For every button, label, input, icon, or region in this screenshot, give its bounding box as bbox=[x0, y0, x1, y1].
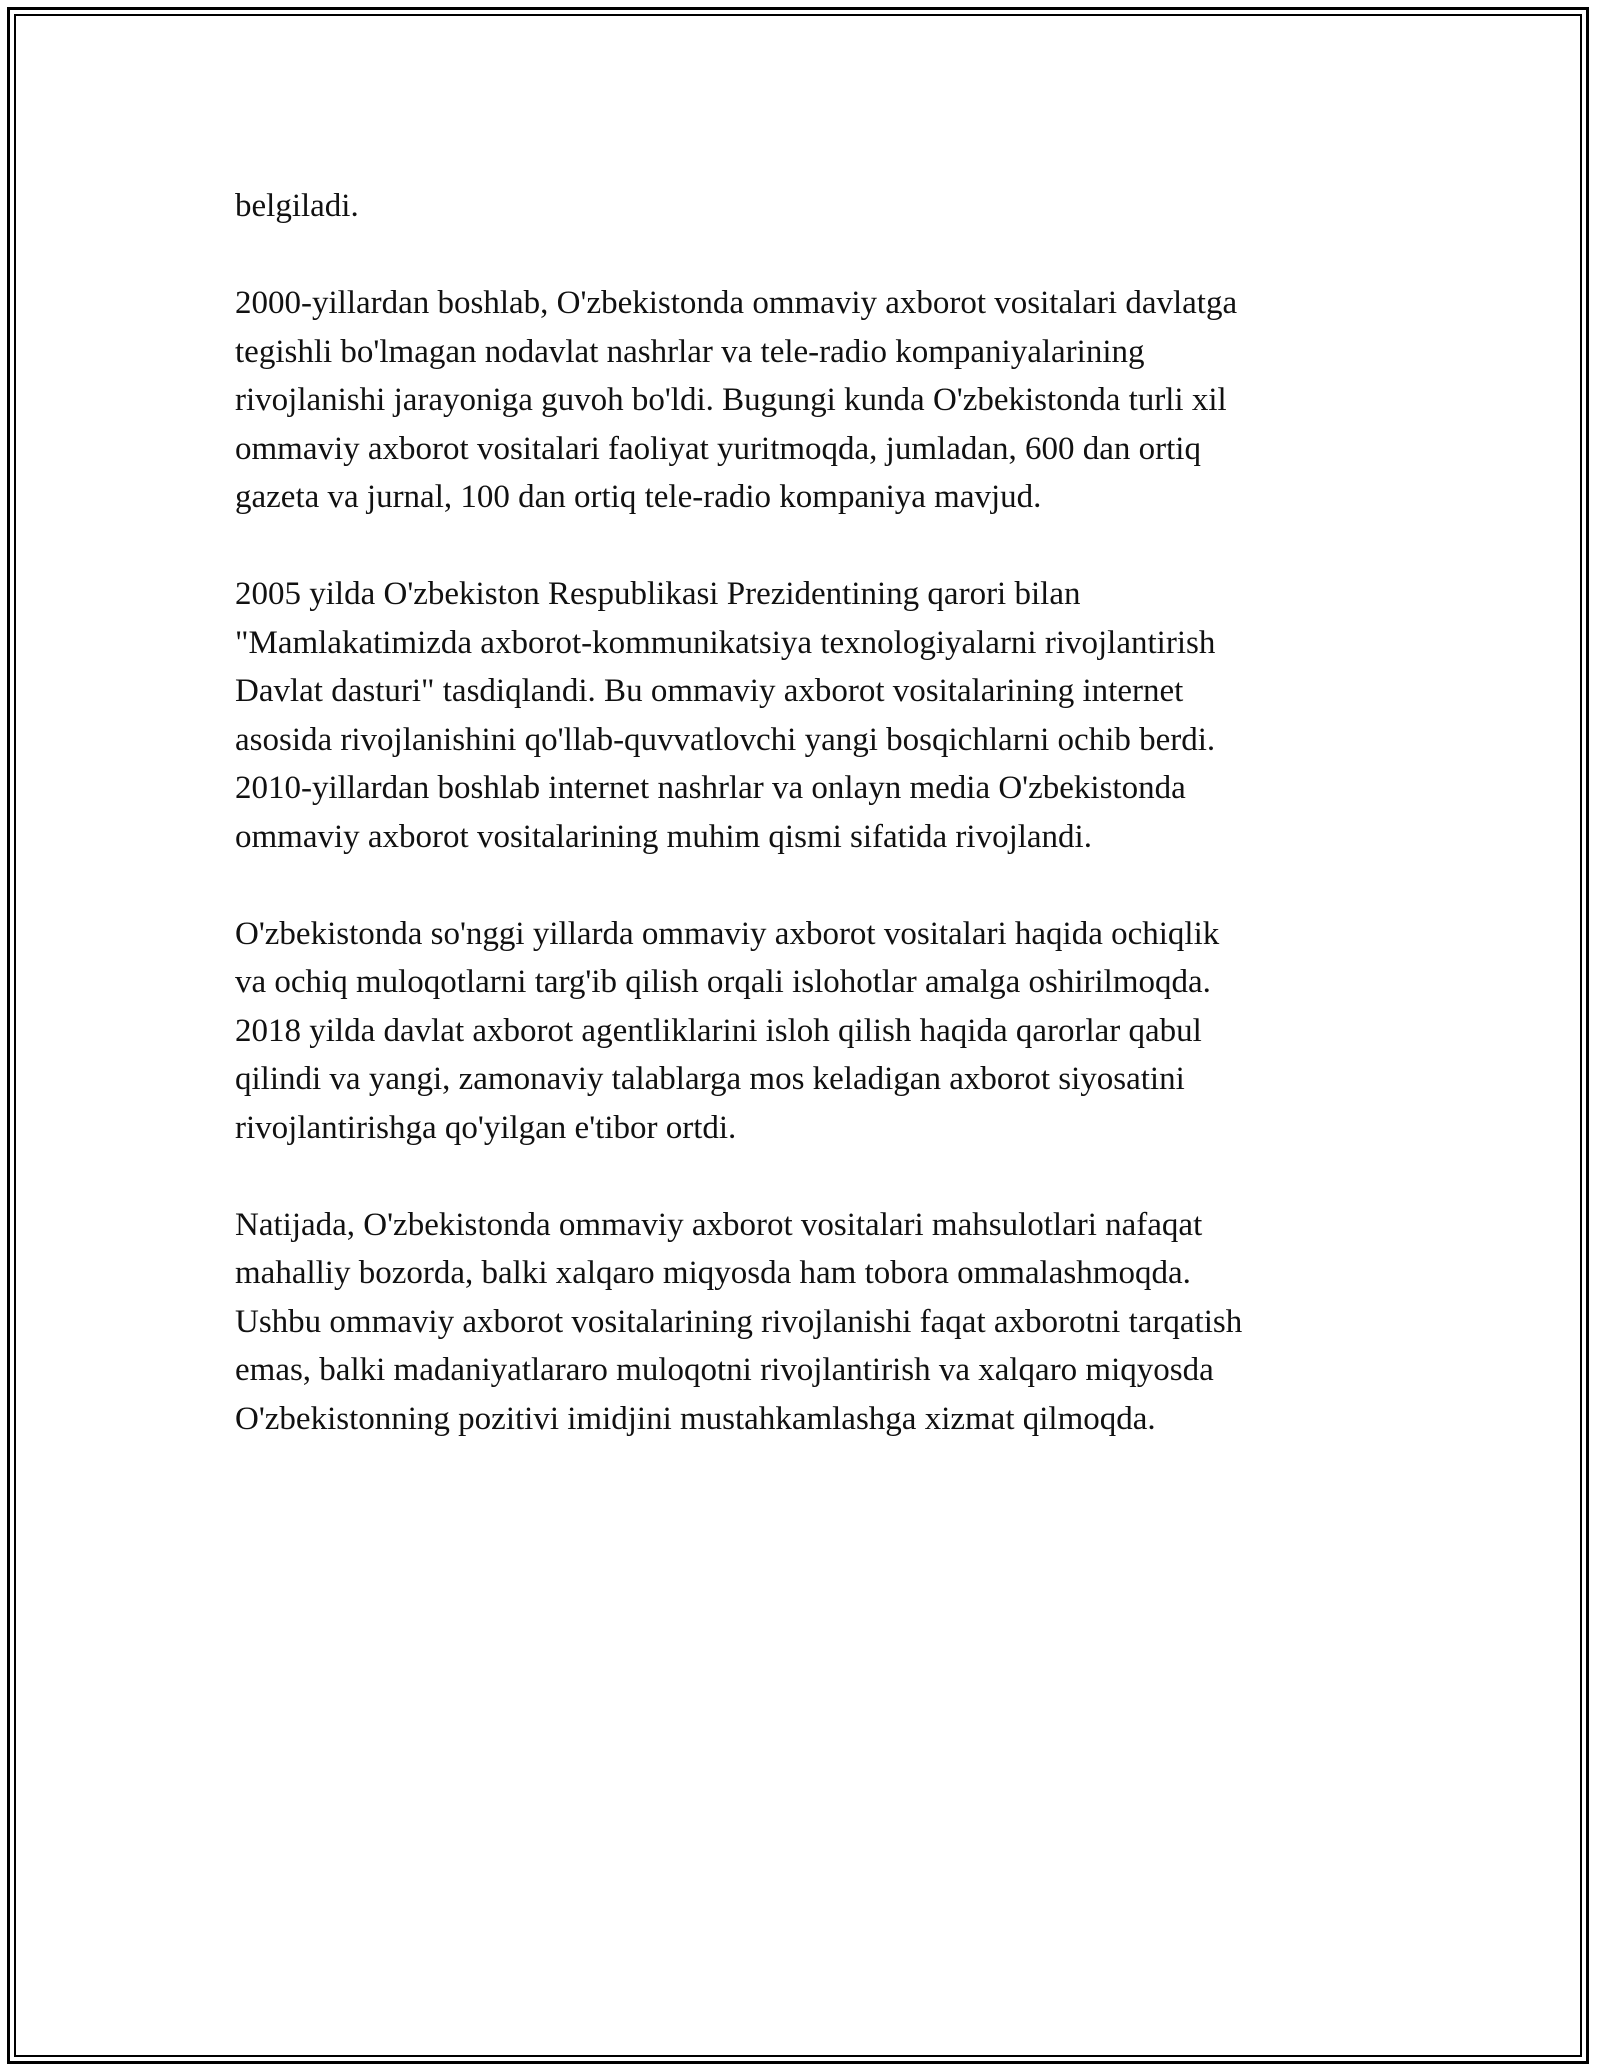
text-line: gazeta va jurnal, 100 dan ortiq tele-radio kompaniya mavjud. bbox=[235, 479, 1042, 515]
text-line: tegishli bo'lmagan nodavlat nashrlar va tele-radio kompaniyalarining bbox=[235, 333, 1145, 370]
text-line: va ochiq muloqotlarni targ'ib qilish orqali islohotlar amalga oshirilmoqda. bbox=[235, 964, 1211, 1000]
text-line: emas, balki madaniyatlararo muloqotni rivojlantirish va xalqaro miqyosda bbox=[235, 1352, 1214, 1388]
text-line: Natijada, O'zbekistonda ommaviy axborot vositalari mahsulotlari nafaqat bbox=[235, 1206, 1203, 1243]
text-line: 2018 yilda davlat axborot agentliklarini isloh qilish haqida qarorlar qabul bbox=[235, 1012, 1202, 1049]
text-line: rivojlanishi jarayoniga guvoh bo'ldi. Bugungi kunda O'zbekistonda turli xil bbox=[235, 382, 1227, 418]
text-line: qilindi va yangi, zamonaviy talablarga mos keladigan axborot siyosatini bbox=[235, 1061, 1185, 1097]
paragraph bbox=[235, 1201, 1375, 1444]
text-line: rivojlantirishga qo'yilgan e'tibor ortdi. bbox=[235, 1109, 737, 1146]
text-line: Davlat dasturi" tasdiqlandi. Bu ommaviy axborot vositalarining internet bbox=[235, 673, 1184, 709]
text-line: 2010-yillardan boshlab internet nashrlar va onlayn media O'zbekistonda bbox=[235, 770, 1186, 806]
text-line: ommaviy axborot vositalarining muhim qismi sifatida rivojlandi. bbox=[235, 818, 1092, 855]
text-line: O'zbekistonda so'nggi yillarda ommaviy axborot vositalari haqida ochiqlik bbox=[235, 915, 1220, 952]
text-line: 2000-yillardan boshlab, O'zbekistonda ommaviy axborot vositalari davlatga bbox=[235, 285, 1238, 321]
text-line: 2005 yilda O'zbekiston Respublikasi Prezidentining qarori bilan bbox=[235, 576, 1081, 612]
text-line: "Mamlakatimizda axborot-kommunikatsiya texnologiyalarni rivojlantirish bbox=[235, 624, 1216, 661]
paragraph bbox=[235, 182, 1375, 231]
paragraph bbox=[235, 570, 1375, 861]
text-line: ommaviy axborot vositalari faoliyat yuritmoqda, jumladan, 600 dan ortiq bbox=[235, 430, 1201, 467]
text-line: Ushbu ommaviy axborot vositalarining rivojlanishi faqat axborotni tarqatish bbox=[235, 1303, 1243, 1340]
text-line: O'zbekistonning pozitivi imidjini mustahkamlashga xizmat qilmoqda. bbox=[235, 1400, 1156, 1437]
text-line: mahalliy bozorda, balki xalqaro miqyosda ham tobora ommalashmoqda. bbox=[235, 1255, 1191, 1291]
paragraph bbox=[235, 910, 1375, 1153]
document-body bbox=[235, 182, 1375, 1492]
text-line: asosida rivojlanishini qo'llab-quvvatlovchi yangi bosqichlarni ochib berdi. bbox=[235, 721, 1216, 758]
text-line: belgiladi. bbox=[235, 188, 359, 224]
paragraph bbox=[235, 279, 1375, 522]
